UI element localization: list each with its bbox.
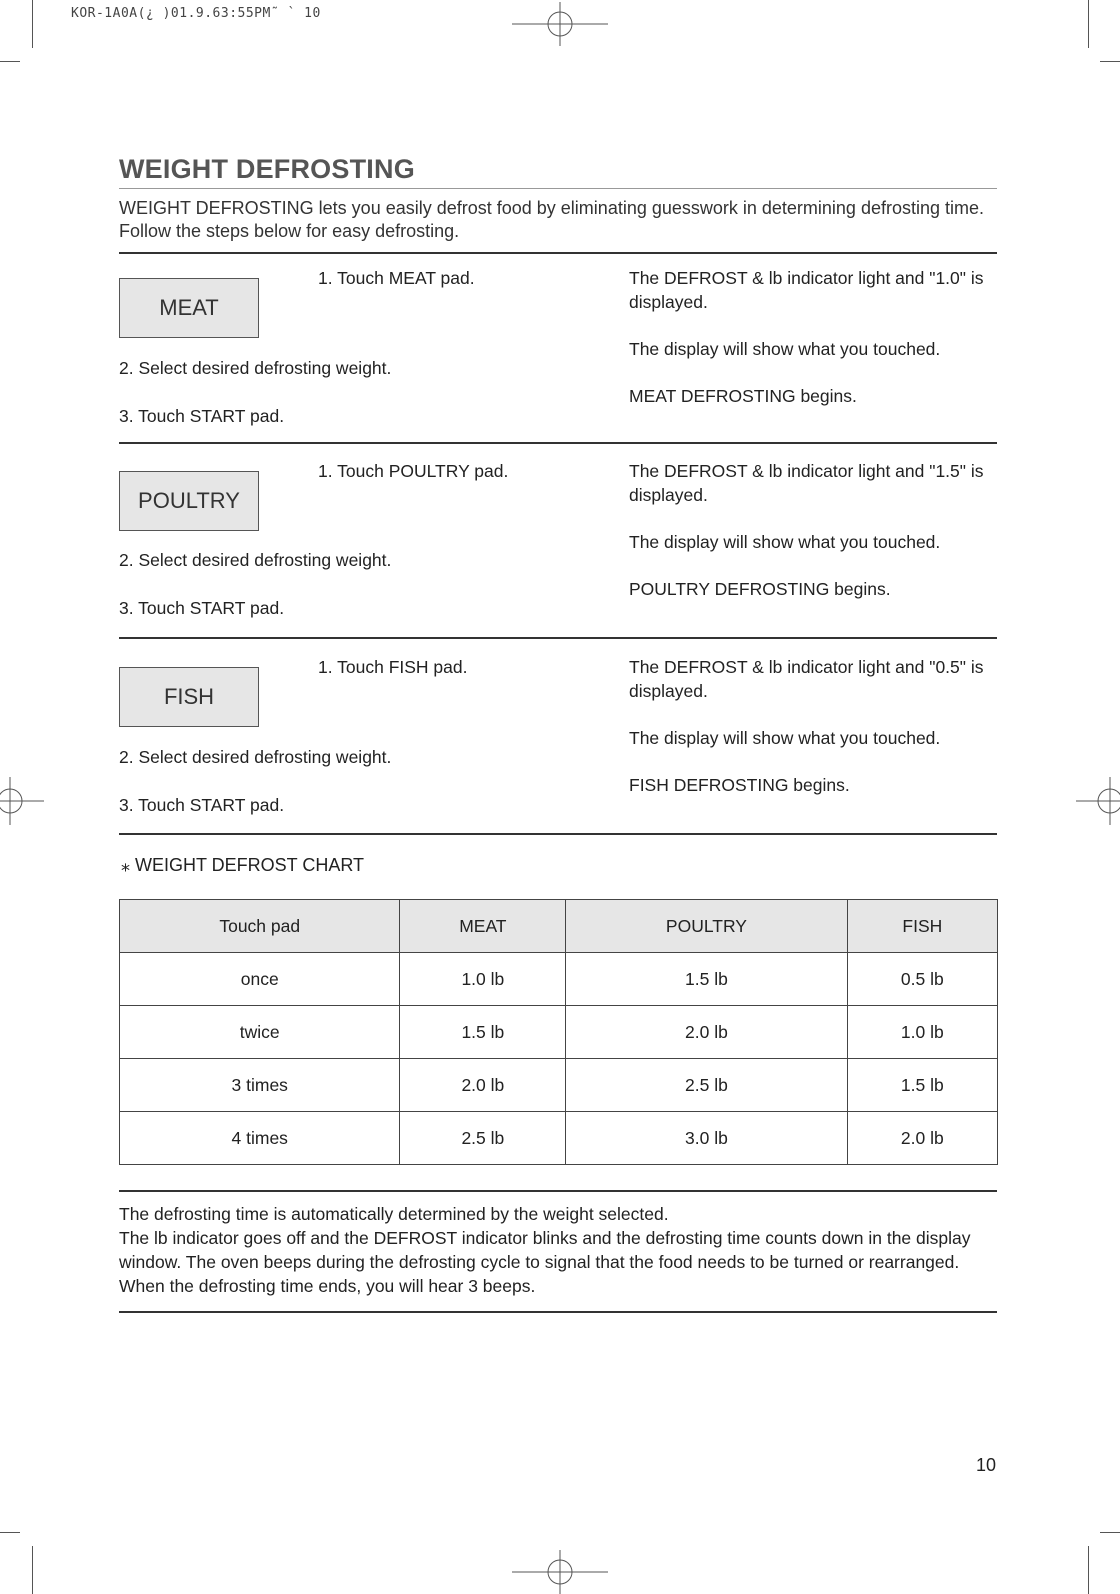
meat-step-3: 3. Touch START pad.: [119, 406, 285, 426]
fish-notes: [629, 655, 999, 820]
section-divider: [119, 637, 997, 639]
table-row: [120, 1112, 998, 1165]
meat-notes: [629, 266, 999, 431]
table-cell: 1.0 lb: [847, 1006, 997, 1059]
chart-title: ⁎ WEIGHT DEFROST CHART: [121, 855, 365, 875]
poultry-pad-button[interactable]: POULTRY: [119, 471, 259, 531]
poultry-step-1: 1. Touch POULTRY pad.: [318, 461, 509, 481]
page-number: 10: [976, 1455, 997, 1475]
crop-mark: [1088, 1546, 1089, 1594]
chart-header-cell: POULTRY: [566, 900, 847, 953]
intro-paragraph: WEIGHT DEFROSTING lets you easily defrost food by eliminating guesswork in determining defrosting time. Follow the steps below for easy defrosting.: [119, 198, 985, 241]
footer-text: [119, 1202, 999, 1298]
section-divider: [119, 252, 997, 254]
table-cell: twice: [120, 1006, 400, 1059]
crop-mark: [32, 0, 33, 48]
poultry-notes: [629, 459, 999, 624]
meat-step-2: 2. Select desired defrosting weight.: [119, 358, 392, 378]
meat-note-3: MEAT DEFROSTING begins.: [629, 386, 857, 406]
table-cell: 1.0 lb: [400, 953, 566, 1006]
table-cell: 3 times: [120, 1059, 400, 1112]
chart-header-row: [120, 900, 998, 953]
table-row: [120, 953, 998, 1006]
meat-step-1: 1. Touch MEAT pad.: [318, 268, 475, 288]
table-cell: 1.5 lb: [566, 953, 847, 1006]
fish-note-3: FISH DEFROSTING begins.: [629, 775, 850, 795]
footer-divider-top: [119, 1190, 997, 1192]
fish-pad-button[interactable]: FISH: [119, 667, 259, 727]
fish-note-2: The display will show what you touched.: [629, 728, 941, 748]
chart-header-cell: FISH: [847, 900, 997, 953]
table-row: [120, 1059, 998, 1112]
print-header: KOR-1A0A(¿ )01.9.63:55PM˜ ` 10: [71, 6, 321, 21]
weight-defrost-chart: [119, 899, 998, 1165]
chart-header-cell: Touch pad: [120, 900, 400, 953]
table-cell: 1.5 lb: [400, 1006, 566, 1059]
table-cell: 4 times: [120, 1112, 400, 1165]
footer-line-1: The defrosting time is automatically determined by the weight selected.: [119, 1204, 669, 1224]
table-cell: 2.5 lb: [566, 1059, 847, 1112]
chart-header-cell: MEAT: [400, 900, 566, 953]
registration-target-bottom: [512, 1550, 608, 1594]
page-title: WEIGHT DEFROSTING: [119, 154, 415, 184]
fish-step-2: 2. Select desired defrosting weight.: [119, 747, 392, 767]
table-cell: 2.0 lb: [400, 1059, 566, 1112]
crop-mark: [32, 1546, 33, 1594]
table-cell: 2.0 lb: [847, 1112, 997, 1165]
meat-pad-button[interactable]: MEAT: [119, 278, 259, 338]
crop-mark: [0, 61, 20, 62]
table-cell: 0.5 lb: [847, 953, 997, 1006]
table-cell: 1.5 lb: [847, 1059, 997, 1112]
poultry-note-1: The DEFROST & lb indicator light and "1.5" is displayed.: [629, 461, 984, 505]
title-divider: [119, 188, 997, 189]
registration-target-right: [1076, 777, 1120, 825]
table-cell: once: [120, 953, 400, 1006]
section-divider: [119, 833, 997, 835]
crop-mark: [1100, 61, 1120, 62]
registration-target-top: [512, 2, 608, 46]
crop-mark: [1088, 0, 1089, 48]
meat-note-2: The display will show what you touched.: [629, 339, 941, 359]
fish-step-1: 1. Touch FISH pad.: [318, 657, 468, 677]
footer-divider-bottom: [119, 1311, 997, 1313]
poultry-step-3: 3. Touch START pad.: [119, 598, 285, 618]
poultry-step-2: 2. Select desired defrosting weight.: [119, 550, 392, 570]
table-cell: 2.0 lb: [566, 1006, 847, 1059]
crop-mark: [0, 1532, 20, 1533]
meat-note-1: The DEFROST & lb indicator light and "1.0" is displayed.: [629, 268, 984, 312]
table-cell: 2.5 lb: [400, 1112, 566, 1165]
table-row: [120, 1006, 998, 1059]
poultry-note-2: The display will show what you touched.: [629, 532, 941, 552]
fish-note-1: The DEFROST & lb indicator light and "0.5" is displayed.: [629, 657, 984, 701]
footer-line-2: The lb indicator goes off and the DEFROST indicator blinks and the defrosting time counts down in the display window. The oven beeps during the defrosting cycle to signal that the food needs to be turned or rearranged. When the defrosting time ends, you will hear 3 beeps.: [119, 1228, 971, 1296]
poultry-note-3: POULTRY DEFROSTING begins.: [629, 579, 891, 599]
registration-target-left: [0, 777, 44, 825]
fish-step-3: 3. Touch START pad.: [119, 795, 285, 815]
section-divider: [119, 442, 997, 444]
table-cell: 3.0 lb: [566, 1112, 847, 1165]
crop-mark: [1100, 1532, 1120, 1533]
